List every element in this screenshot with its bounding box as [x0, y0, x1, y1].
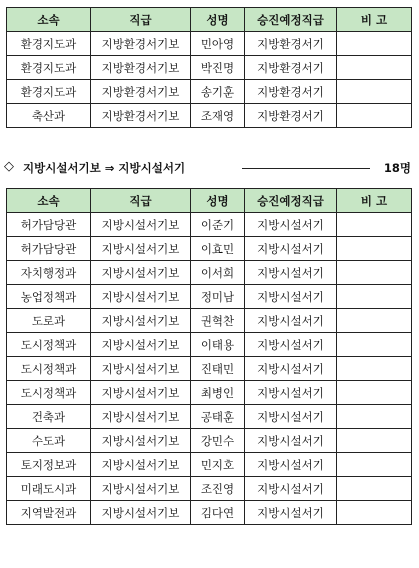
table-row	[7, 309, 412, 333]
cell-name: 권혁찬	[191, 309, 245, 333]
cell-rank: 지방시설서기보	[91, 213, 191, 237]
cell-rank: 지방환경서기보	[91, 32, 191, 56]
table-row	[7, 80, 412, 104]
cell-promotion-rank: 지방시설서기	[245, 357, 337, 381]
cell-remarks	[337, 429, 412, 453]
cell-department: 농업정책과	[7, 285, 91, 309]
cell-rank: 지방시설서기보	[91, 501, 191, 525]
header-remarks: 비 고	[337, 8, 412, 32]
cell-remarks	[337, 32, 412, 56]
header-name: 성명	[191, 8, 245, 32]
table-row	[7, 381, 412, 405]
cell-name: 민아영	[191, 32, 245, 56]
cell-department: 환경지도과	[7, 80, 91, 104]
promotion-table-environment	[6, 7, 412, 128]
cell-rank: 지방시설서기보	[91, 429, 191, 453]
cell-promotion-rank: 지방시설서기	[245, 285, 337, 309]
cell-remarks	[337, 477, 412, 501]
cell-name: 강민수	[191, 429, 245, 453]
cell-rank: 지방시설서기보	[91, 477, 191, 501]
table-body	[7, 213, 412, 525]
cell-promotion-rank: 지방시설서기	[245, 261, 337, 285]
header-promotion-rank: 승진예정직급	[245, 189, 337, 213]
cell-promotion-rank: 지방시설서기	[245, 333, 337, 357]
cell-remarks	[337, 213, 412, 237]
cell-rank: 지방환경서기보	[91, 80, 191, 104]
header-department: 소속	[7, 8, 91, 32]
cell-name: 이서희	[191, 261, 245, 285]
table-row	[7, 104, 412, 128]
cell-rank: 지방시설서기보	[91, 285, 191, 309]
diamond-icon: ◇	[4, 159, 14, 174]
cell-remarks	[337, 56, 412, 80]
cell-department: 허가담당관	[7, 237, 91, 261]
table-row	[7, 429, 412, 453]
cell-name: 이태용	[191, 333, 245, 357]
cell-remarks	[337, 381, 412, 405]
cell-name: 조재영	[191, 104, 245, 128]
cell-rank: 지방시설서기보	[91, 333, 191, 357]
cell-department: 도시정책과	[7, 333, 91, 357]
cell-promotion-rank: 지방시설서기	[245, 213, 337, 237]
cell-remarks	[337, 104, 412, 128]
cell-department: 허가담당관	[7, 213, 91, 237]
cell-department: 환경지도과	[7, 32, 91, 56]
cell-department: 토지정보과	[7, 453, 91, 477]
cell-department: 자치행정과	[7, 261, 91, 285]
cell-promotion-rank: 지방시설서기	[245, 381, 337, 405]
header-name: 성명	[191, 189, 245, 213]
section-count: 18명	[383, 161, 411, 175]
cell-promotion-rank: 지방시설서기	[245, 453, 337, 477]
cell-department: 도로과	[7, 309, 91, 333]
cell-promotion-rank: 지방환경서기	[245, 80, 337, 104]
cell-name: 이효민	[191, 237, 245, 261]
table-row	[7, 213, 412, 237]
table-row	[7, 501, 412, 525]
cell-remarks	[337, 309, 412, 333]
cell-department: 축산과	[7, 104, 91, 128]
header-promotion-rank: 승진예정직급	[245, 8, 337, 32]
section-divider	[242, 168, 370, 169]
cell-department: 건축과	[7, 405, 91, 429]
cell-name: 진태민	[191, 357, 245, 381]
cell-remarks	[337, 453, 412, 477]
cell-name: 이준기	[191, 213, 245, 237]
cell-rank: 지방시설서기보	[91, 309, 191, 333]
cell-promotion-rank: 지방시설서기	[245, 501, 337, 525]
cell-name: 정미남	[191, 285, 245, 309]
cell-rank: 지방시설서기보	[91, 381, 191, 405]
cell-remarks	[337, 501, 412, 525]
cell-promotion-rank: 지방시설서기	[245, 477, 337, 501]
cell-name: 공태훈	[191, 405, 245, 429]
cell-rank: 지방시설서기보	[91, 453, 191, 477]
cell-rank: 지방시설서기보	[91, 405, 191, 429]
cell-rank: 지방시설서기보	[91, 357, 191, 381]
cell-remarks	[337, 405, 412, 429]
cell-promotion-rank: 지방환경서기	[245, 56, 337, 80]
table-row	[7, 477, 412, 501]
cell-remarks	[337, 285, 412, 309]
cell-remarks	[337, 80, 412, 104]
table-row	[7, 32, 412, 56]
cell-name: 송기훈	[191, 80, 245, 104]
header-rank: 직급	[91, 8, 191, 32]
cell-remarks	[337, 261, 412, 285]
header-department: 소속	[7, 189, 91, 213]
cell-promotion-rank: 지방환경서기	[245, 104, 337, 128]
cell-department: 환경지도과	[7, 56, 91, 80]
table-row	[7, 357, 412, 381]
cell-promotion-rank: 지방시설서기	[245, 237, 337, 261]
section-heading	[4, 158, 411, 178]
cell-name: 김다연	[191, 501, 245, 525]
header-remarks: 비 고	[337, 189, 412, 213]
cell-department: 미래도시과	[7, 477, 91, 501]
cell-department: 수도과	[7, 429, 91, 453]
cell-promotion-rank: 지방시설서기	[245, 429, 337, 453]
promotion-table-facility	[6, 188, 412, 525]
cell-name: 조진영	[191, 477, 245, 501]
header-row	[7, 189, 412, 213]
cell-name: 박진명	[191, 56, 245, 80]
cell-department: 도시정책과	[7, 381, 91, 405]
cell-remarks	[337, 237, 412, 261]
cell-department: 지역발전과	[7, 501, 91, 525]
cell-promotion-rank: 지방환경서기	[245, 32, 337, 56]
table-row	[7, 333, 412, 357]
section-title: 지방시설서기보 ⇒ 지방시설서기	[23, 161, 186, 175]
cell-rank: 지방환경서기보	[91, 56, 191, 80]
table-row	[7, 405, 412, 429]
cell-promotion-rank: 지방시설서기	[245, 405, 337, 429]
cell-name: 민지호	[191, 453, 245, 477]
header-rank: 직급	[91, 189, 191, 213]
table-row	[7, 261, 412, 285]
table-body	[7, 32, 412, 128]
table-row	[7, 453, 412, 477]
cell-department: 도시정책과	[7, 357, 91, 381]
header-row	[7, 8, 412, 32]
table-row	[7, 56, 412, 80]
cell-promotion-rank: 지방시설서기	[245, 309, 337, 333]
cell-name: 최병인	[191, 381, 245, 405]
table-row	[7, 285, 412, 309]
cell-rank: 지방시설서기보	[91, 261, 191, 285]
cell-remarks	[337, 333, 412, 357]
cell-remarks	[337, 357, 412, 381]
cell-rank: 지방시설서기보	[91, 237, 191, 261]
cell-rank: 지방환경서기보	[91, 104, 191, 128]
table-row	[7, 237, 412, 261]
